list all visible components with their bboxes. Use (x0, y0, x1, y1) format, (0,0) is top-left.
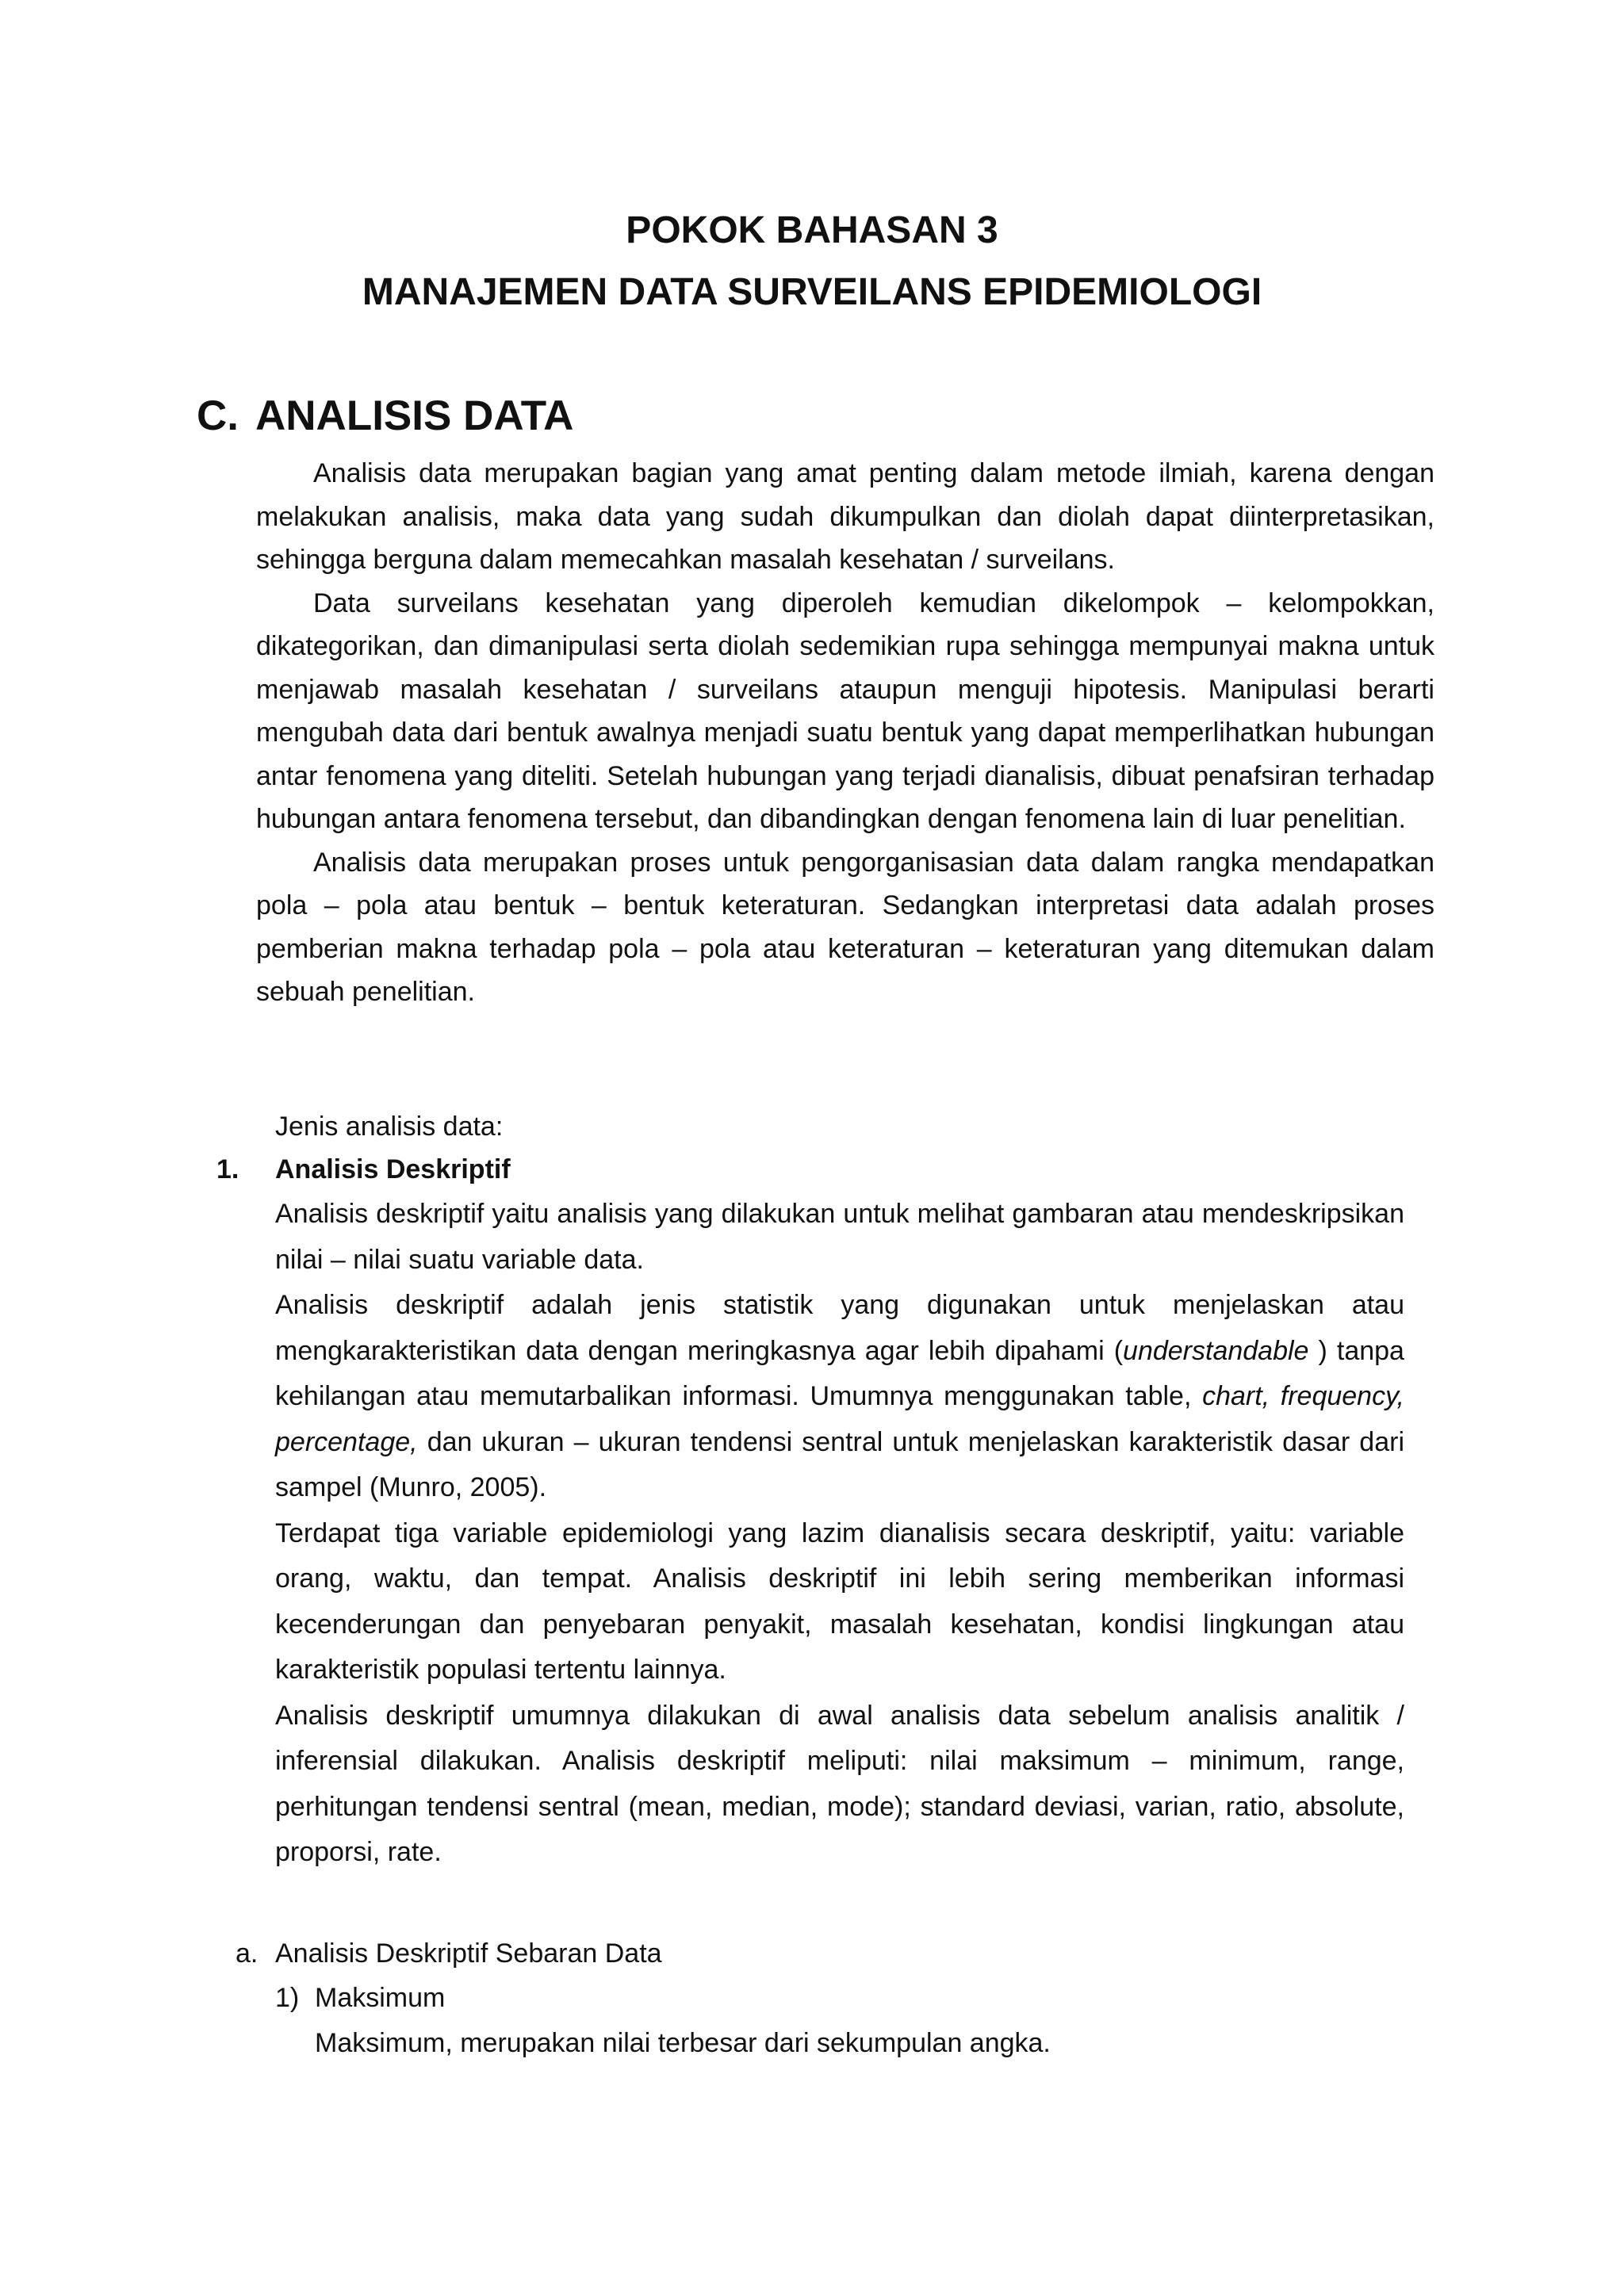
item-1-number: 1. (216, 1154, 239, 1184)
item-1-paragraph-1: Analisis deskriptif yaitu analisis yang dilakukan untuk melihat gambaran atau mendeskripsikan nilai – nilai suatu variable data. (275, 1199, 1404, 1275)
sub-item-a1-marker: 1) (275, 1983, 300, 2013)
item-1-paragraph-3: Terdapat tiga variable epidemiologi yang lazim dianalisis secara deskriptif, yaitu: variable orang, waktu, dan tempat. Analisis deskriptif ini lebih sering memberikan informasi kecenderungan dan penyebaran penyakit, masalah kesehatan, kondisi lingkungan atau karakteristik populasi tertentu lainnya. (275, 1517, 1404, 1685)
sub-item-a1-text: Maksimum, merupakan nilai terbesar dari sekumpulan angka. (315, 2028, 1051, 2058)
page-title (0, 200, 1624, 323)
item-1-heading (216, 1148, 511, 1192)
sub-item-a (236, 1931, 662, 1977)
intro-paragraph-1: Analisis data merupakan bagian yang amat penting dalam metode ilmiah, karena dengan melakukan analisis, maka data yang sudah dikumpulkan dan diolah dapat diinterpretasikan, sehingga berguna dalam memecahkan masalah kesehatan / surveilans. (256, 458, 1434, 575)
item-1-heading-text: Analisis Deskriptif (275, 1154, 511, 1184)
item-1-p2-part-a: Analisis deskriptif adalah jenis statistik yang digunakan untuk menjelaskan atau mengkarakteristikan data dengan meringkasnya agar lebih dipahami ( (275, 1290, 1404, 1366)
types-intro: Jenis analisis data: (275, 1112, 504, 1142)
item-1-body (275, 1192, 1404, 1876)
title-line-1: POKOK BAHASAN 3 (626, 209, 998, 251)
section-letter: C. (197, 392, 239, 439)
item-1-p2-emphasis-1: understandable (1123, 1335, 1309, 1366)
sub-item-a1-label: Maksimum (315, 1983, 446, 2013)
item-1-paragraph-4: Analisis deskriptif umumnya dilakukan di awal analisis data sebelum analisis analitik / inferensial dilakukan. Analisis deskriptif meliputi: nilai maksimum – minimum, range, perhitungan tendensi sentral (mean, median, mode); standard deviasi, varian, ratio, absolute, proporsi, rate. (275, 1700, 1404, 1867)
section-heading-text: ANALISIS DATA (255, 392, 574, 439)
item-1-paragraph-2 (275, 1283, 1404, 1511)
item-1-p2-part-c: dan ukuran – ukuran tendensi sentral untuk menjelaskan karakteristik dasar dari sampel (Munro, 2005). (275, 1426, 1404, 1502)
intro-paragraph-2: Data surveilans kesehatan yang diperoleh kemudian dikelompok – kelompokkan, dikategorikan, dan dimanipulasi serta diolah sedemikian rupa sehingga mempunyai makna untuk menjawab masalah kesehatan / surveilans ataupun menguji hipotesis. Manipulasi berarti mengubah data dari bentuk awalnya menjadi suatu bentuk yang dapat memperlihatkan hubungan antar fenomena yang diteliti. Setelah hubungan yang terjadi dianalisis, dibuat penafsiran terhadap hubungan antara fenomena tersebut, dan dibandingkan dengan fenomena lain di luar penelitian. (256, 587, 1434, 834)
section-heading (197, 388, 573, 444)
item-1-p2-part-b: ) tanpa kehilangan atau memutarbalikan informasi. Umumnya menggunakan table, (275, 1335, 1404, 1411)
sub-item-a-marker: a. (236, 1938, 259, 1969)
sub-item-a-label: Analisis Deskriptif Sebaran Data (275, 1938, 662, 1969)
intro-text (256, 452, 1434, 1014)
title-line-2: MANAJEMEN DATA SURVEILANS EPIDEMIOLOGI (362, 271, 1262, 313)
item-1-p2-emphasis-2: chart, frequency, percentage, (275, 1381, 1404, 1457)
sub-item-a1 (275, 1976, 446, 2022)
intro-paragraph-3: Analisis data merupakan proses untuk pengorganisasian data dalam rangka mendapatkan pola – pola atau bentuk – bentuk keteraturan. Sedangkan interpretasi data adalah proses pemberian makna terhadap pola – pola atau keteraturan – keteraturan yang ditemukan dalam sebuah penelitian. (256, 847, 1434, 1007)
